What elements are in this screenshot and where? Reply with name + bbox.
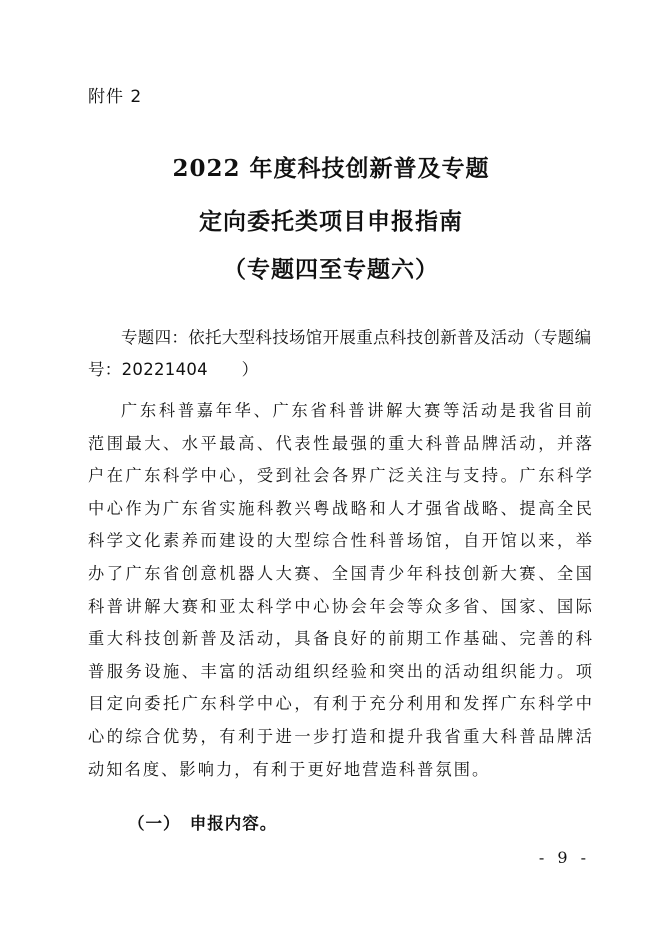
- topic-heading: 专题四：依托大型科技场馆开展重点科技创新普及活动（专题编号：20221404 ）: [88, 328, 592, 379]
- body-paragraph: 广东科普嘉年华、广东省科普讲解大赛等活动是我省目前范围最大、水平最高、代表性最强的重大科普品牌活动，并落户在广东科学中心，受到社会各界广泛关注与支持。广东科学中心作为广东省实施科教兴粤战略和人才强省战略、提高全民科学文化素养而建设的大型综合性科普场馆，自开馆以来，举办了广东省创意机器人大赛、全国青少年科技创新大赛、全国科普讲解大赛和亚太科学中心协会年会等众多省、国家、国际重大科技创新普及活动，具备良好的前期工作基础、完善的科普服务设施、丰富的活动组织经验和突出的活动组织能力。项目定向委托广东科学中心，有利于充分利用和发挥广东科学中心的综合优势，有利于进一步打造和提升我省重大科普品牌活动知名度、影响力，有利于更好地营造科普氛围。: [88, 401, 594, 779]
- attachment-label: 附件 2: [88, 87, 143, 107]
- section-subheading: （一） 申报内容。: [128, 814, 278, 833]
- document-title-line-1: 2022 年度科技创新普及专题: [172, 155, 490, 182]
- document-title-line-2: 定向委托类项目申报指南: [199, 208, 463, 235]
- page-number: - 9 -: [538, 848, 590, 867]
- document-title-line-3: （专题四至专题六）: [223, 256, 439, 283]
